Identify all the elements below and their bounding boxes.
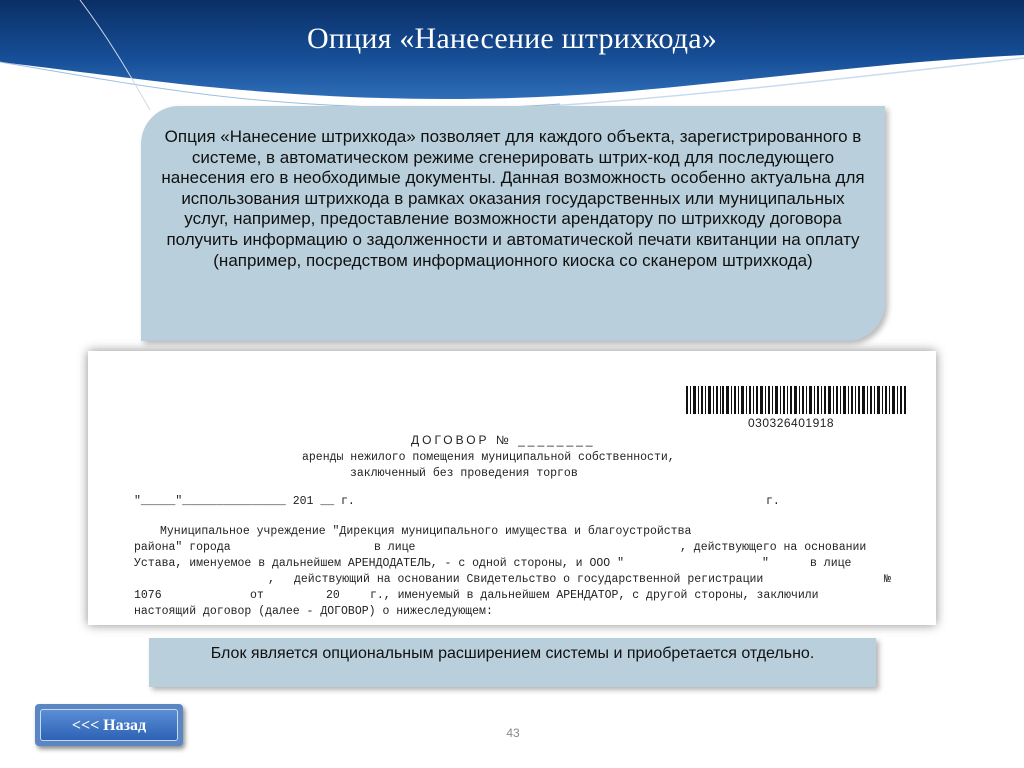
doc-line: "_____"_______________ 201 __ г. (134, 495, 355, 508)
doc-line: 1076 (134, 589, 162, 602)
barcode-number: 030326401918 (748, 416, 835, 430)
doc-line: аренды нежилого помещения муниципальной собственности, (302, 451, 675, 464)
header-wave-graphic (0, 0, 1024, 115)
header-banner (0, 0, 1024, 115)
doc-line: настоящий договор (далее - ДОГОВОР) о нижеследующем: (134, 605, 493, 618)
slide-title: Опция «Нанесение штрихкода» (307, 22, 717, 55)
back-button[interactable] (35, 704, 183, 746)
back-button-label[interactable]: <<< Назад (40, 709, 178, 741)
contract-title: ДОГОВОР № ________ (411, 433, 596, 447)
doc-line: 20 (326, 589, 340, 602)
doc-line: , действующего на основании (680, 541, 867, 554)
doc-line: от (250, 589, 264, 602)
doc-line: заключенный без проведения торгов (350, 467, 578, 480)
page-number: 43 (506, 726, 520, 740)
doc-line: г. (766, 495, 780, 508)
doc-line: Муниципальное учреждение "Дирекция муниципального имущества и благоустройства (160, 525, 692, 538)
doc-line: в лице (374, 541, 416, 554)
doc-line: действующий на основании Свидетельство о государственной регистрации (294, 573, 764, 586)
doc-line: Устава, именуемое в дальнейшем АРЕНДОДАТЕЛЬ, - с одной стороны, и ООО " (134, 557, 624, 570)
doc-line: района" города (134, 541, 231, 554)
doc-line: " (762, 557, 769, 570)
description-text: Опция «Нанесение штрихкода» позволяет для каждого объекта, зарегистрированного в системе, в автоматическом режиме сгенерировать штрих-код для последующего нанесения его в необходимые документы. Данная возможность особенно актуальна для использования штрихкода в рамках оказания государственных или муниципальных услуг, например, предоставление возможности арендатору по штрихкоду договора получить информацию о задолженности и автоматической печати квитанции на оплату (например, посредством информационного киоска со сканером штрихкода) (161, 127, 865, 270)
doc-line: № (884, 573, 891, 586)
barcode-icon (686, 386, 906, 414)
doc-line: , (268, 573, 275, 586)
doc-line: г., именуемый в дальнейшем АРЕНДАТОР, с другой стороны, заключили (370, 589, 819, 602)
note-text: Блок является опциональным расширением системы и приобретается отдельно. (210, 645, 815, 662)
doc-line: в лице (810, 557, 852, 570)
contract-document-image (88, 351, 936, 625)
